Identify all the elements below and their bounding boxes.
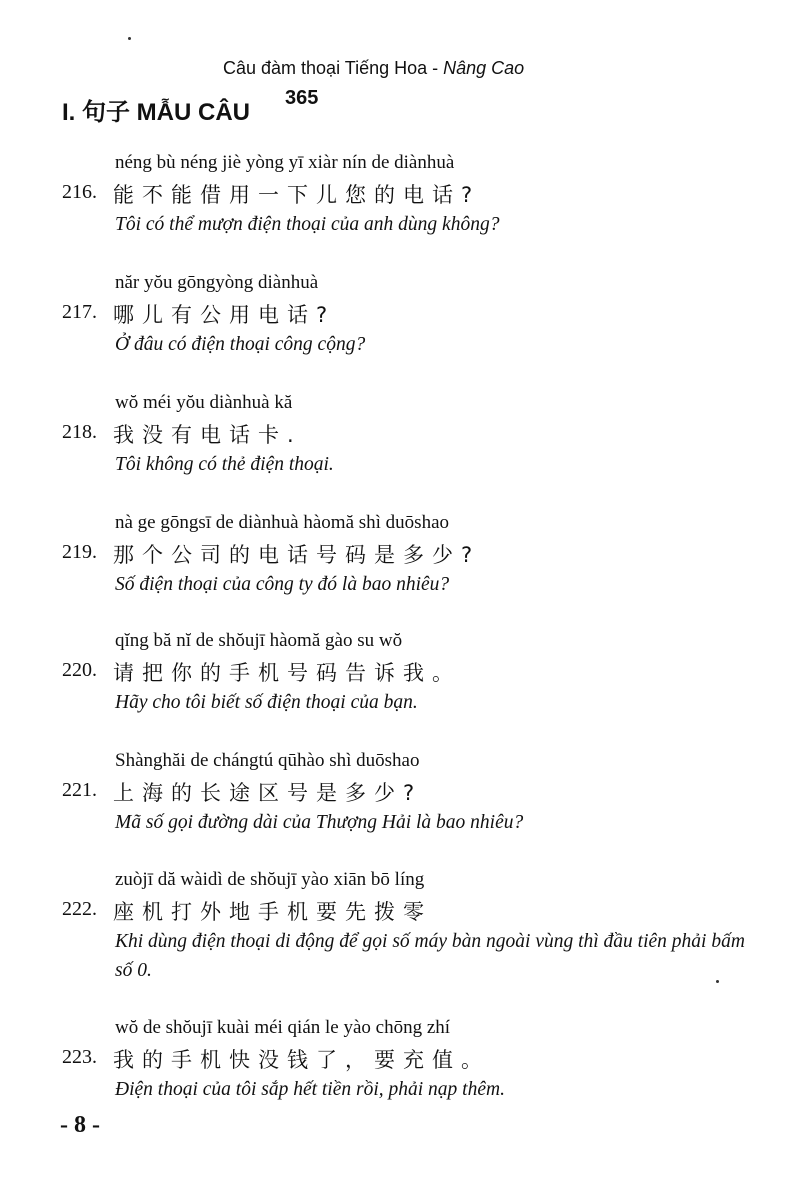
header-title: Câu đàm thoại Tiếng Hoa -: [223, 58, 444, 78]
entry-hanzi: 座机打外地手机要先拨零: [113, 900, 432, 924]
entry-hanzi: 那个公司的电话号码是多少?: [113, 543, 481, 567]
running-header: [223, 58, 525, 109]
entry-hanzi: 请把你的手机号码告诉我。: [113, 661, 461, 685]
entry-pinyin: wŏ de shŏujī kuài méi qián le yào chōng zhí: [115, 1017, 451, 1038]
entry-translation: Khi dùng điện thoại di động để gọi số máy bàn ngoài vùng thì đầu tiên phải bấm số 0.: [115, 931, 745, 981]
entry-pinyin: qĭng bă nĭ de shŏujī hàomă gào su wŏ: [115, 630, 403, 651]
entry-hanzi: 我没有电话卡.: [113, 423, 302, 447]
entry-translation: Điện thoại của tôi sắp hết tiền rồi, phải nạp thêm.: [115, 1079, 505, 1100]
entry-translation: Tôi không có thẻ điện thoại.: [115, 454, 334, 475]
entry-translation: Số điện thoại của công ty đó là bao nhiêu?: [115, 574, 450, 595]
entry-number: 220.: [62, 659, 97, 681]
entry-pinyin: néng bù néng jiè yòng yī xiàr nín de diànhuà: [115, 152, 455, 173]
entry-hanzi: 上海的长途区号是多少?: [113, 781, 423, 805]
entry-number: 221.: [62, 779, 97, 801]
entry-translation: Hãy cho tôi biết số điện thoại của bạn.: [115, 692, 418, 713]
header-subtitle: Nâng Cao: [443, 58, 525, 78]
entry-translation: Ở đâu có điện thoại công cộng?: [115, 334, 366, 355]
entry-pinyin: Shànghăi de chángtú qūhào shì duōshao: [115, 750, 420, 771]
scan-speck: [128, 37, 131, 40]
entry-hanzi: 哪儿有公用电话?: [113, 303, 336, 327]
entry-translation: Mã số gọi đường dài của Thượng Hải là bao nhiêu?: [115, 812, 524, 833]
section-title: I. 句子 MẪU CÂU: [62, 99, 250, 126]
page-number: - 8 -: [60, 1112, 100, 1138]
entry-number: 223.: [62, 1046, 97, 1068]
entry-number: 222.: [62, 898, 97, 920]
entry-number: 218.: [62, 421, 97, 443]
entry-pinyin: nà ge gōngsī de diànhuà hàomă shì duōshao: [115, 512, 450, 533]
entry-number: 217.: [62, 301, 97, 323]
entry-hanzi: 能不能借用一下儿您的电话?: [113, 183, 481, 207]
entry-pinyin: năr yŏu gōngyòng diànhuà: [115, 272, 319, 293]
entry-number: 219.: [62, 541, 97, 563]
entry-number: 216.: [62, 181, 97, 203]
entry-hanzi: 我的手机快没钱了，要充值。: [113, 1048, 490, 1072]
header-number: 365: [285, 87, 319, 109]
entry-pinyin: zuòjī dă wàidì de shŏujī yào xiān bō líng: [115, 869, 425, 890]
entry-pinyin: wŏ méi yŏu diànhuà kă: [115, 392, 293, 413]
entry-translation: Tôi có thể mượn điện thoại của anh dùng không?: [115, 214, 500, 235]
